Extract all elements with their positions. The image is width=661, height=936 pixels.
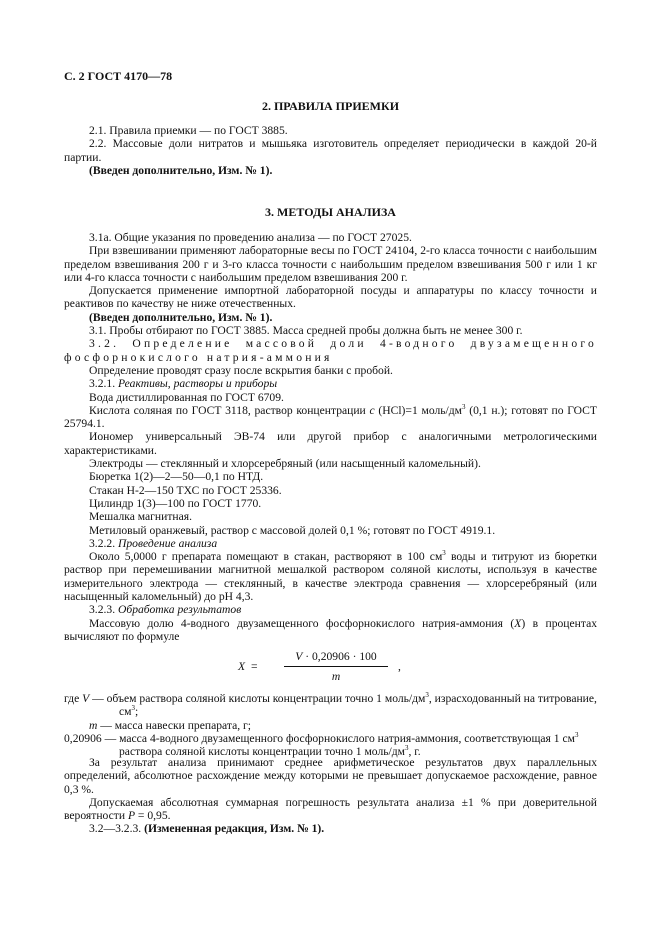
paragraph: Определение проводят сразу после вскрытия банки с пробой. — [89, 363, 393, 377]
reagent-item: Мешалка магнитная. — [89, 510, 192, 524]
subsection-title: Реактивы, растворы и приборы — [118, 377, 278, 391]
reagent-item: Кислота соляная по ГОСТ 3118, раствор концентрации с (HCl)=1 моль/$дм^3$ (0,1 н.); готовят по ГОСТ 25794.1. — [64, 403, 597, 431]
formula-comma: , — [398, 660, 401, 673]
definition-m: m — масса навески препарата, г; — [89, 718, 251, 732]
definition-v: где V — объем раствора соляной кислоты концентрации точно 1 моль/$дм^3$, израсходованный на титрование, $см^3$; — [64, 691, 597, 719]
page-header: С. 2 ГОСТ 4170—78 — [64, 69, 173, 83]
subsection-number: 3.2.1. — [89, 377, 116, 391]
reagent-item: Вода дистиллированная по ГОСТ 6709. — [89, 390, 284, 404]
fraction-bar — [284, 666, 388, 667]
paragraph: 3.1. Пробы отбирают по ГОСТ 3885. Масса средней пробы должна быть не менее 300 г. — [89, 324, 523, 338]
subsection-heading: 3.2.2. Проведение анализа — [89, 536, 218, 550]
paragraph: 2.1. Правила приемки — по ГОСТ 3885. — [89, 124, 288, 137]
paragraph: Допускаемая абсолютная суммарная погрешность результата анализа ±1 % при доверительной вероятности P = 0,95. — [64, 795, 597, 823]
reagent-item: Иономер универсальный ЭВ-74 или другой прибор с аналогичными метрологическими характеристиками. — [64, 430, 597, 457]
amendment-note: (Введен дополнительно, Изм. № 1). — [89, 310, 273, 324]
reagent-item: Стакан Н-2—150 ТХС по ГОСТ 25336. — [89, 483, 282, 497]
paragraph: Около 5,0000 г препарата помещают в стакан, растворяют в 100 $см^3$ воды и титруют из бюретки раствор при перемешивании магнитной мешалкой раствором соляной кислоты, используя в качестве измерительного электрода — стеклянный, в качестве электрода сравнения — хлорсеребряный (или насыщенный каломельный) до pH 4,3. — [64, 549, 597, 604]
paragraph: За результат анализа принимают среднее арифметическое результатов двух параллельных определений, абсолютное расхождение между которыми не превышает допускаемое расхождение, равное 0,3 %. — [64, 756, 597, 796]
reagent-item: Бюретка 1(2)—2—50—0,1 по НТД. — [89, 470, 264, 484]
section-3-body — [64, 231, 597, 643]
formula-lhs: X — [238, 660, 246, 673]
subsection-heading: 3.2.3. Обработка результатов — [89, 603, 242, 617]
definition-const: 0,20906 — масса 4-водного двузамещенного фосфорнокислого натрия-аммония, соответствующая 1 $см^3$ раствора соляной кислоты концентрации точно 1 моль/$дм^3$, г. — [64, 731, 579, 759]
amendment-note: (Введен дополнительно, Изм. № 1). — [89, 163, 273, 177]
paragraph: 3.1а. Общие указания по проведению анализа — по ГОСТ 27025. — [89, 231, 412, 244]
paragraph: Допускается применение импортной лабораторной посуды и аппаратуры по классу точности и реактивов по качеству не ниже отечественных. — [64, 284, 597, 311]
section-2-title: 2. ПРАВИЛА ПРИЕМКИ — [261, 99, 400, 113]
formula-equals: = — [251, 660, 258, 673]
formula-denominator: m — [331, 670, 341, 683]
paragraph: Массовую долю 4-водного двузамещенного фосфорнокислого натрия-аммония (X) в процентах вычисляют по формуле — [64, 616, 598, 643]
section-3-title: 3. МЕТОДЫ АНАЛИЗА — [265, 205, 396, 219]
formula-definitions — [64, 692, 597, 758]
paragraph-spaced: 3.2. Определение массовой доли 4-водного двузамещенного фосфорнокислого натрия-аммония — [64, 337, 597, 364]
formula-numerator: V · 0,20906 · 100 — [295, 650, 377, 663]
formula — [238, 648, 478, 688]
amendment-note: 3.2—3.2.3. (Измененная редакция, Изм. № 1). — [89, 822, 325, 836]
paragraph: При взвешивании применяют лабораторные весы по ГОСТ 24104, 2-го класса точности с наибольшим пределом взвешивания 200 г и 3-го класса точности с наибольшим пределом взвешивания 500 г или 1 кг или 4-го класса точности с наибольшим пределом взвешивания 200 г. — [64, 244, 597, 284]
reagent-item: Электроды — стеклянный и хлорсеребряный (или насыщенный каломельный). — [89, 457, 481, 471]
section-2-body — [64, 124, 597, 177]
reagent-item: Цилиндр 1(3)—100 по ГОСТ 1770. — [89, 496, 262, 510]
paragraph: 2.2. Массовые доли нитратов и мышьяка изготовитель определяет периодически в каждой 20-й партии. — [64, 137, 597, 164]
results-body — [64, 756, 597, 836]
reagent-item: Метиловый оранжевый, раствор с массовой долей 0,1 %; готовят по ГОСТ 4919.1. — [89, 523, 496, 537]
subsection-heading — [64, 377, 597, 390]
